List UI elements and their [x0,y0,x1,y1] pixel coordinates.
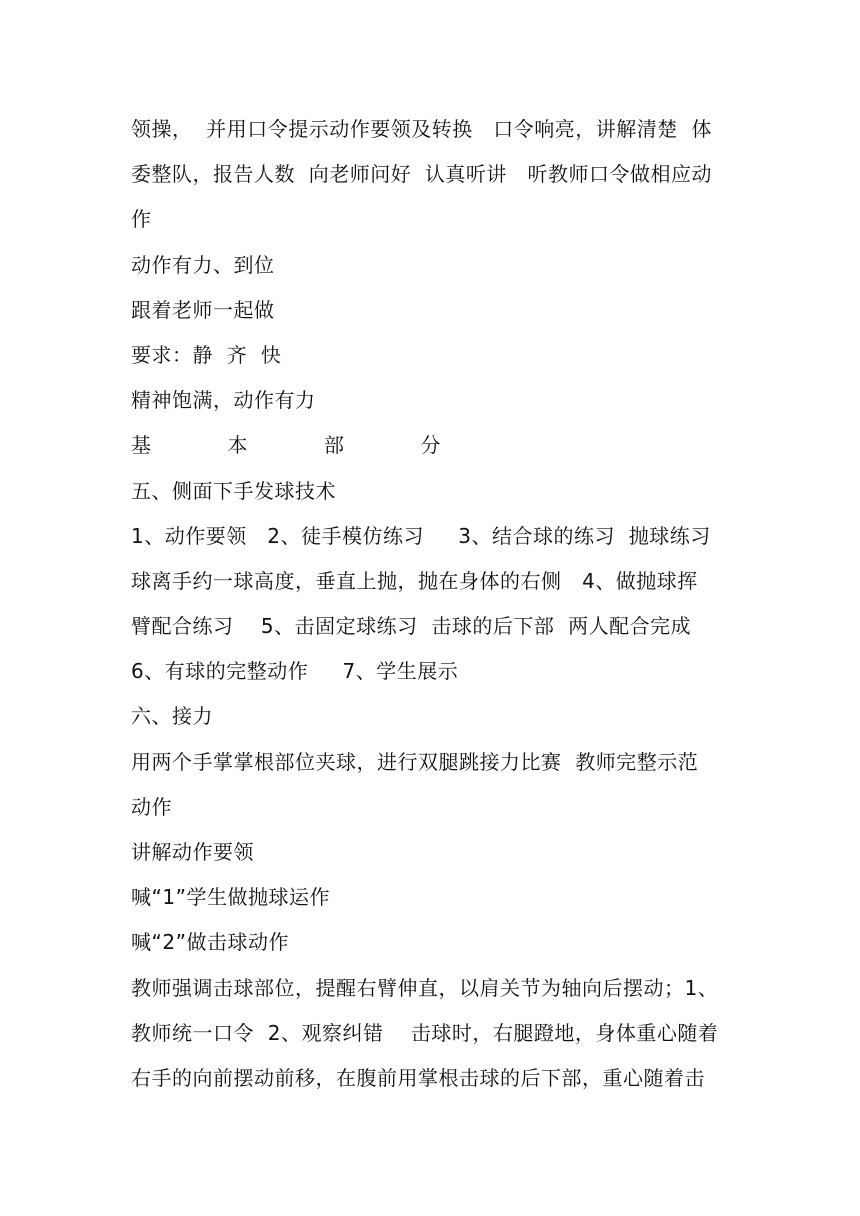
section-heading-char: 本 [227,433,248,458]
text-line: 要求：静 齐 快 [131,342,282,367]
text-line: 六、接力 [131,704,213,729]
text-line: 五、侧面下手发球技术 [131,478,336,503]
text-line: 球离手约一球高度，垂直上抛，抛在身体的右侧 4、做抛球挥 [131,568,698,593]
section-heading-char: 基 [131,433,152,458]
document-body [131,107,731,1101]
text-line: 动作 [131,794,172,819]
text-line: 用两个手掌掌根部位夹球，进行双腿跳接力比赛 教师完整示范 [131,749,699,774]
text-line: 委整队，报告人数 向老师问好 认真听讲 听教师口令做相应动 [131,162,713,187]
text-line: 动作有力、到位 [131,252,275,277]
text-line: 6、有球的完整动作 7、学生展示 [131,659,459,684]
text-line: 教师强调击球部位，提醒右臂伸直，以肩关节为轴向后摆动；1、 [131,975,719,1000]
text-line: 1、动作要领 2、徒手模仿练习 3、结合球的练习 抛球练习 [131,523,711,548]
section-heading-char: 部 [324,433,345,458]
section-heading [131,423,441,468]
section-heading-char: 分 [420,433,441,458]
text-line: 跟着老师一起做 [131,297,275,322]
text-line: 讲解动作要领 [131,840,254,864]
text-line: 右手的向前摆动前移，在腹前用掌根击球的后下部，重心随着击 [131,1065,705,1090]
text-line: 精神饱满，动作有力 [131,388,316,413]
text-line: 喊“2”做击球动作 [131,930,289,955]
text-line: 喊“1”学生做抛球运作 [131,885,330,910]
text-line: 领操， 并用口令提示动作要领及转换 口令响亮，讲解清楚 体 [131,117,713,141]
text-line: 臂配合练习 5、击固定球练习 击球的后下部 两人配合完成 [131,614,692,639]
text-line: 教师统一口令 2、观察纠错 击球时，右腿蹬地，身体重心随着 [131,1020,719,1045]
text-line: 作 [131,207,152,232]
